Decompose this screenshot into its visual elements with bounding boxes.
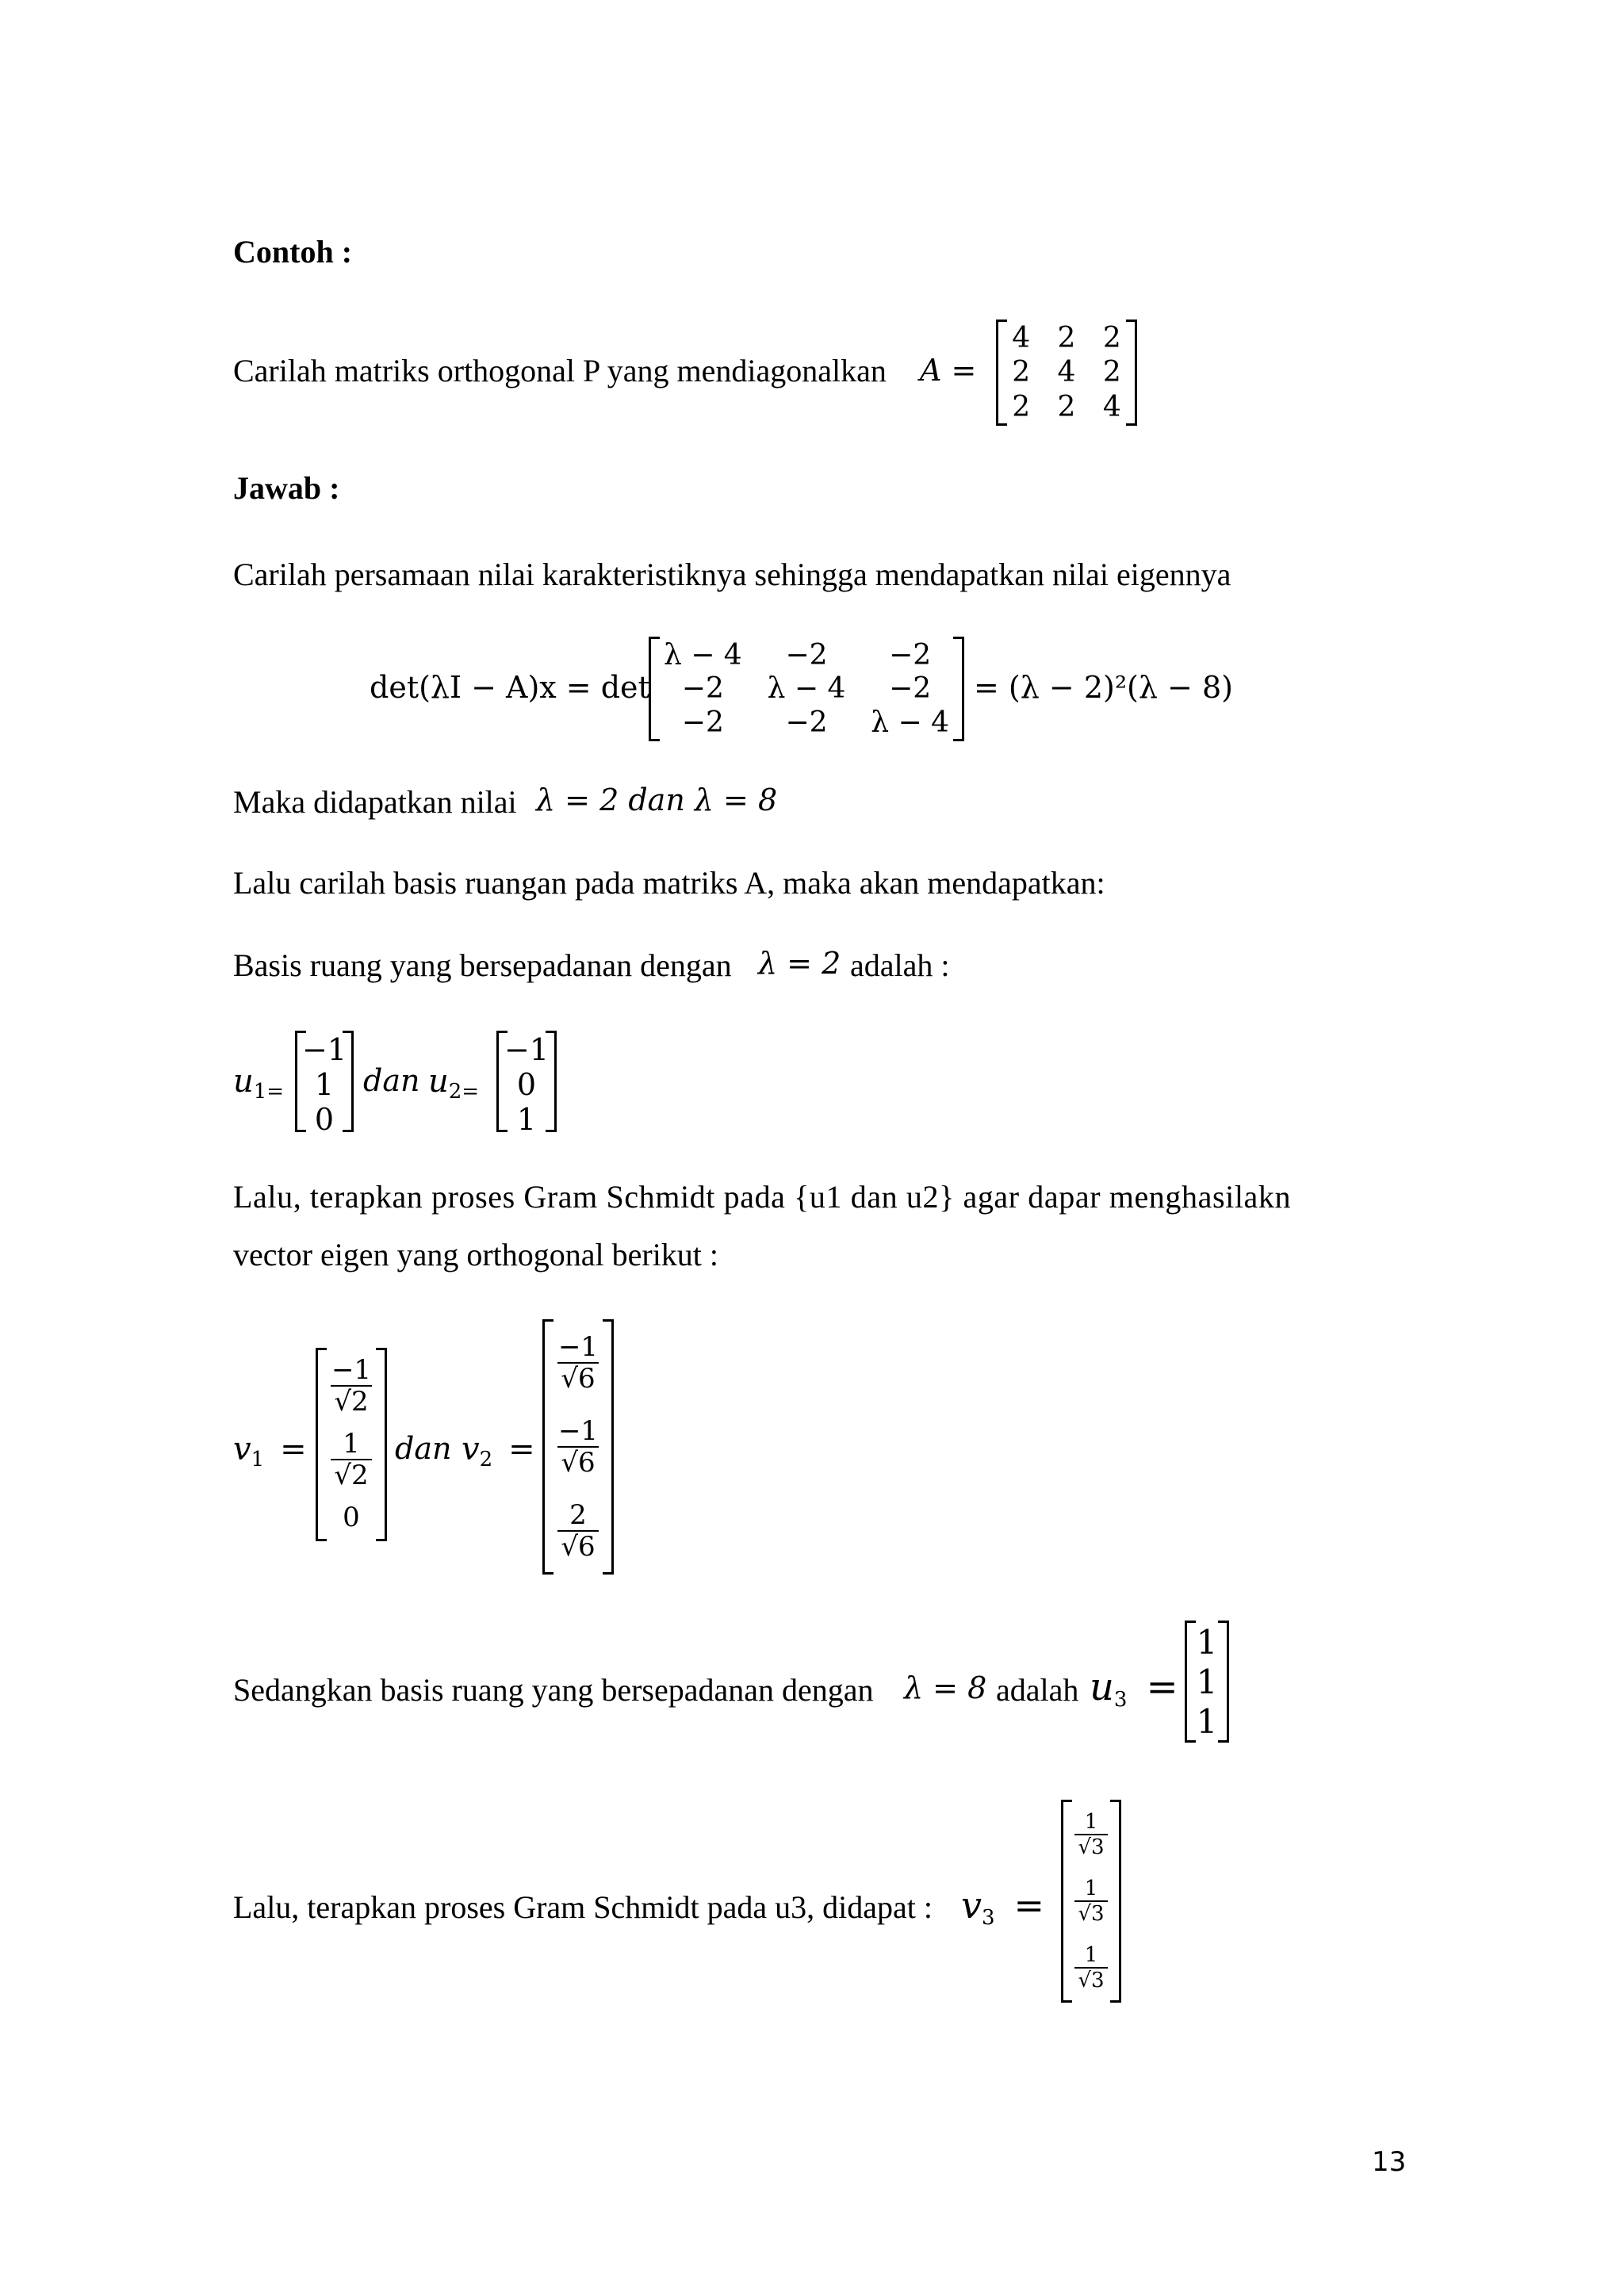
v1-entry-2: 0 <box>343 1501 360 1533</box>
heading-answer: Jawab : <box>233 470 340 506</box>
matrix-A-cell-0-1: 2 <box>1057 322 1076 355</box>
u1-entry-2: 0 <box>314 1102 335 1137</box>
v1-entry-0: $\frac{-1}{√2}$ <box>331 1354 372 1418</box>
gram-text-2: vector eigen yang orthogonal berikut : <box>233 1237 719 1272</box>
u1-vector <box>295 1032 354 1137</box>
u-dan: dan <box>363 1063 420 1098</box>
problem-text: Carilah matriks orthogonal P yang mendiagonalkan <box>233 353 887 388</box>
char-matrix-cell-1-1: λ − 4 <box>767 672 846 706</box>
matrix-A-cell-1-2: 2 <box>1102 356 1121 389</box>
v3-entry-1: $\frac{1}{√3}$ <box>1074 1878 1107 1924</box>
basis-lambda2-text: Basis ruang yang bersepadanan dengan <box>233 947 732 983</box>
matrix-A-cell-2-2: 4 <box>1102 390 1121 423</box>
det-rhs: = (λ − 2)²(λ − 8) <box>974 670 1233 705</box>
matrix-A-cell-0-0: 4 <box>1012 322 1031 355</box>
matrix-A-cell-1-0: 2 <box>1012 356 1031 389</box>
v2-vector <box>542 1321 614 1573</box>
char-matrix-cell-1-2: −2 <box>889 672 932 706</box>
matrix-A-cell-0-2: 2 <box>1102 322 1121 355</box>
char-matrix-cell-2-0: −2 <box>681 706 724 740</box>
basis-lambda8-text: Sedangkan basis ruang yang bersepadanan dengan <box>233 1672 874 1708</box>
char-matrix-cell-2-2: λ − 4 <box>871 706 950 740</box>
char-matrix-cell-0-1: −2 <box>785 638 828 672</box>
v2-entry-0: $\frac{-1}{√6}$ <box>557 1331 599 1395</box>
heading-example: Contoh : <box>233 234 353 270</box>
v-dan: dan <box>395 1431 452 1466</box>
u2-vector <box>496 1032 557 1137</box>
eigen-text: Maka didapatkan nilai <box>233 784 517 820</box>
u3-label: $u_3$ = <box>1090 1665 1178 1712</box>
step1-text: Carilah persamaan nilai karakteristiknya sehingga mendapatkan nilai eigennya <box>233 557 1231 592</box>
v2-entry-1: $\frac{-1}{√6}$ <box>557 1415 599 1479</box>
v2-label: $v_2$ = <box>462 1431 535 1471</box>
eigen-values: λ = 2 dan λ = 8 <box>536 783 778 817</box>
v1-vector <box>316 1349 387 1540</box>
matrix-A-cell-1-1: 4 <box>1057 356 1076 389</box>
char-matrix-cell-0-0: λ − 4 <box>663 638 742 672</box>
v3-label: $v_3$ = <box>961 1884 1045 1930</box>
gram-u3-text: Lalu, terapkan proses Gram Schmidt pada u3, didapat : <box>233 1889 933 1925</box>
u3-entry-1: 1 <box>1196 1662 1218 1701</box>
gram-text-1: Lalu, terapkan proses Gram Schmidt pada {u1 dan u2} agar dapar menghasilakn <box>233 1179 1292 1215</box>
v3-vector <box>1061 1801 1121 2001</box>
det-lhs: det(λI − A)x = det <box>370 670 650 705</box>
v2-entry-2: $\frac{2}{√6}$ <box>557 1502 598 1560</box>
u2-entry-2: 1 <box>516 1102 537 1137</box>
matrix-A-cell-2-0: 2 <box>1012 390 1031 423</box>
char-matrix-cell-1-0: −2 <box>681 672 724 706</box>
u3-vector <box>1185 1622 1229 1741</box>
char-matrix <box>649 638 964 740</box>
v3-entry-0: $\frac{1}{√3}$ <box>1074 1812 1107 1858</box>
basis-lambda8-math: λ = 8 <box>904 1670 987 1705</box>
v3-entry-2: $\frac{1}{√3}$ <box>1074 1945 1107 1991</box>
basis-intro: Lalu carilah basis ruangan pada matriks A, maka akan mendapatkan: <box>233 865 1105 901</box>
page-number: 13 <box>1372 2146 1407 2178</box>
u2-entry-1: 0 <box>516 1067 537 1102</box>
matrix-A-cell-2-1: 2 <box>1057 390 1076 423</box>
u1-entry-1: 1 <box>314 1067 335 1102</box>
char-matrix-cell-0-2: −2 <box>889 638 932 672</box>
matrix-A <box>996 321 1137 424</box>
u1-label: $u_{1=}$ <box>233 1063 285 1104</box>
u3-entry-0: 1 <box>1196 1622 1218 1662</box>
v1-label: $v_1$ = <box>233 1431 307 1471</box>
u2-entry-0: −1 <box>504 1032 550 1067</box>
u1-entry-0: −1 <box>301 1032 347 1067</box>
u3-entry-2: 1 <box>1196 1701 1218 1741</box>
basis-lambda8-suffix: adalah <box>996 1672 1079 1708</box>
basis-lambda2-math: λ = 2 <box>758 946 841 981</box>
basis-lambda2-suffix: adalah : <box>850 947 950 983</box>
v1-entry-1: $\frac{1}{√2}$ <box>331 1430 371 1489</box>
char-matrix-cell-2-1: −2 <box>785 706 828 740</box>
u2-label: $u_{2=}$ <box>428 1063 480 1104</box>
problem-lhs: A = <box>920 353 977 388</box>
